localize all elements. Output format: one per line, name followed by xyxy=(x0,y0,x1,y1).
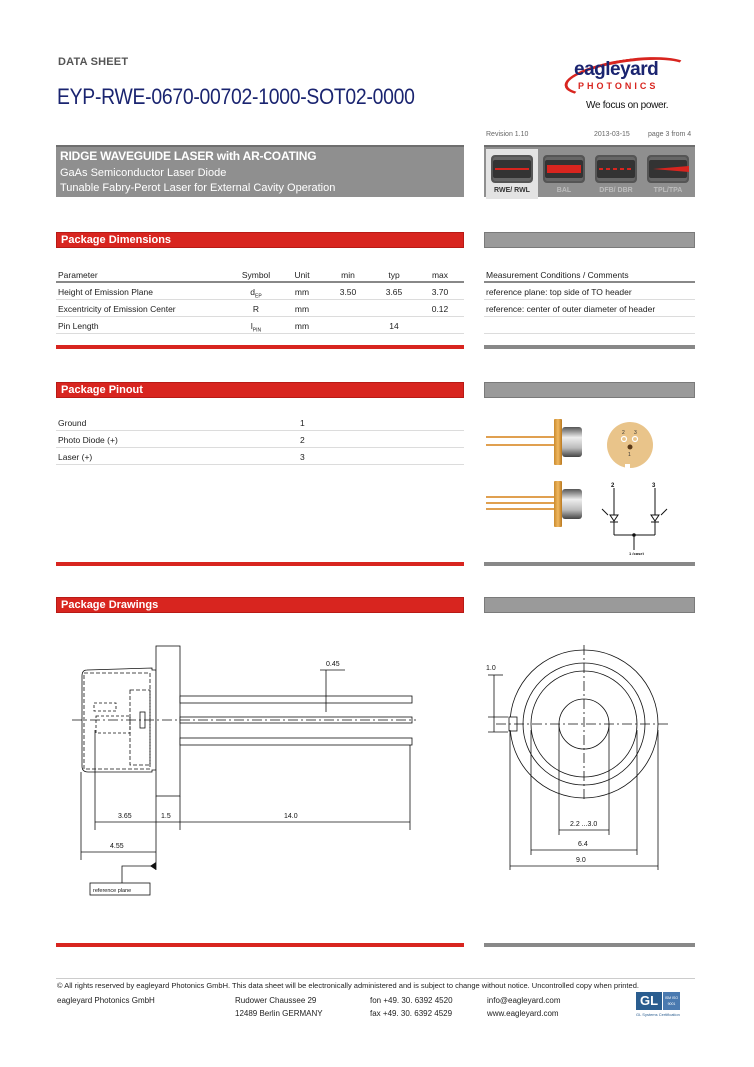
section-divider xyxy=(484,562,695,566)
comment-text: reference plane: top side of TO header xyxy=(486,287,632,297)
chip-type-dfb xyxy=(590,149,642,199)
to-can-side-view-3pin xyxy=(486,481,582,527)
param-symbol: $d_{EP}$ xyxy=(250,287,262,300)
section-title: Package Pinout xyxy=(61,384,143,396)
banner-description: Tunable Fabry-Perot Laser for External Cavity Operation xyxy=(60,182,336,194)
pin-label: 3 xyxy=(634,430,637,436)
schematic-pin1-label: 1 (case) xyxy=(629,551,644,555)
logo-sub: PHOTONICS xyxy=(578,81,659,91)
table-row xyxy=(56,283,464,300)
dim-header-thickness: 1.5 xyxy=(161,813,171,820)
table-row xyxy=(484,317,695,334)
footer-divider xyxy=(56,978,695,979)
col-typ: typ xyxy=(388,270,400,280)
table-row xyxy=(56,448,464,465)
certification-badge xyxy=(636,992,680,1020)
revision: Revision 1.10 xyxy=(486,131,529,138)
param-typ: 14 xyxy=(389,321,399,331)
param-symbol: $l_{PIN}$ xyxy=(250,321,262,334)
dim-header-diameter: 9.0 xyxy=(576,857,586,864)
schematic-pin3-label: 3 xyxy=(652,483,656,489)
pin-label: 2 xyxy=(622,430,625,436)
chip-type-selector xyxy=(484,145,695,197)
fax: fax +49. 30. 6392 4529 xyxy=(370,1009,453,1018)
chip-type-rwe xyxy=(486,149,538,199)
reference-plane-label: reference plane xyxy=(93,888,132,894)
section-title: Package Dimensions xyxy=(61,234,172,246)
chip-label: RWE/ RWL xyxy=(494,187,530,194)
chip-label: DFB/ DBR xyxy=(599,187,633,194)
chip-type-bal xyxy=(538,149,590,199)
dim-emission-height: 3.65 xyxy=(118,813,132,820)
dim-notch-width: 1.0 xyxy=(486,665,496,672)
page-number: page 3 from 4 xyxy=(648,131,692,138)
section-header-dimensions xyxy=(56,232,464,248)
to-can-side-view-2pin xyxy=(486,419,582,465)
section-title: Package Drawings xyxy=(61,599,159,611)
front-view-drawing xyxy=(478,630,698,880)
table-header-row xyxy=(56,266,464,283)
date: 2013-03-15 xyxy=(594,131,630,138)
col-symbol: Symbol xyxy=(241,270,271,280)
company-logo xyxy=(556,55,696,117)
section-divider xyxy=(484,345,695,349)
table-row xyxy=(56,300,464,317)
col-max: max xyxy=(431,270,449,280)
table-row xyxy=(484,283,695,300)
table-header-row xyxy=(484,266,695,283)
product-banner xyxy=(56,145,464,197)
pin-number: 1 xyxy=(300,418,305,428)
pinout-illustrations xyxy=(484,405,695,555)
pin-name: Photo Diode (+) xyxy=(58,435,118,445)
comments-table xyxy=(484,266,695,336)
section-divider xyxy=(484,943,695,947)
section-header-pinout xyxy=(56,382,464,398)
section-divider xyxy=(56,943,464,947)
chip-label: BAL xyxy=(556,187,572,194)
section-divider xyxy=(56,345,464,349)
pin-name: Laser (+) xyxy=(58,452,93,462)
section-header-drawings-front xyxy=(484,597,695,613)
table-row xyxy=(484,300,695,317)
param-unit: mm xyxy=(294,304,310,314)
pin-name: Ground xyxy=(58,418,87,428)
pin-number: 3 xyxy=(300,452,305,462)
dim-pin-length: 14.0 xyxy=(284,813,298,820)
schematic-pin2-label: 2 xyxy=(611,483,615,489)
param-typ: 3.65 xyxy=(385,287,403,297)
website-link[interactable]: www.eagleyard.com xyxy=(487,1009,559,1018)
table-row xyxy=(56,317,464,334)
dimensions-table xyxy=(56,266,464,336)
param-name: Excentricity of Emission Center xyxy=(58,304,176,314)
part-number-title: EYP-RWE-0670-00702-1000-SOT02-0000 xyxy=(57,84,415,109)
gl-mark: GL xyxy=(636,992,662,1010)
doc-label: DATA SHEET xyxy=(58,56,129,68)
dim-cap-height: 4.55 xyxy=(110,843,124,850)
col-min: min xyxy=(341,270,355,280)
table-row xyxy=(56,431,464,448)
col-unit: Unit xyxy=(294,270,310,280)
to-can-bottom-view xyxy=(607,422,653,469)
side-view-drawing xyxy=(60,630,440,910)
section-divider xyxy=(56,562,464,566)
banner-subtitle: GaAs Semiconductor Laser Diode xyxy=(60,167,227,179)
chip-type-tpl xyxy=(642,149,694,199)
copyright-notice: © All rights reserved by eagleyard Photonics GmbH. This data sheet will be electronically administered and is subject to change without notice. Uncontrolled copy when printed. xyxy=(57,981,639,990)
address-street: Rudower Chaussee 29 xyxy=(235,996,317,1005)
param-max: 0.12 xyxy=(431,304,449,314)
company-name: eagleyard Photonics GmbH xyxy=(57,996,155,1005)
param-unit: mm xyxy=(294,287,310,297)
gl-iso: ISM ISO 9001 xyxy=(663,992,680,1010)
pin-number: 2 xyxy=(300,435,305,445)
logo-tagline: We focus on power. xyxy=(586,100,669,111)
pinout-schematic xyxy=(602,488,667,550)
param-name: Height of Emission Plane xyxy=(58,287,153,297)
section-header-pinout-images xyxy=(484,382,695,398)
logo-name: eagleyard xyxy=(574,59,659,80)
param-unit: mm xyxy=(294,321,310,331)
col-parameter: Parameter xyxy=(58,270,98,280)
pin-label: 1 xyxy=(628,452,631,458)
address-city: 12489 Berlin GERMANY xyxy=(235,1009,323,1018)
comment-text: reference: center of outer diameter of header xyxy=(486,304,656,314)
gl-caption: GL Systems Certification xyxy=(636,1012,680,1017)
section-header-drawings xyxy=(56,597,464,613)
param-max: 3.70 xyxy=(431,287,449,297)
thin-stripe-chip-icon xyxy=(491,155,533,183)
dim-window-diameter: 2.2 ...3.0 xyxy=(570,821,598,828)
pinout-table xyxy=(56,414,464,466)
section-header-comments xyxy=(484,232,695,248)
col-comments: Measurement Conditions / Comments xyxy=(486,270,629,280)
email-link[interactable]: info@eagleyard.com xyxy=(487,996,561,1005)
chip-label: TPL/TPA xyxy=(653,187,683,194)
param-name: Pin Length xyxy=(58,321,99,331)
banner-title: RIDGE WAVEGUIDE LASER with AR-COATING xyxy=(60,149,317,163)
dashed-stripe-chip-icon xyxy=(595,155,637,183)
tapered-stripe-chip-icon xyxy=(647,155,689,183)
param-min: 3.50 xyxy=(339,287,357,297)
phone: fon +49. 30. 6392 4520 xyxy=(370,996,453,1005)
broad-stripe-chip-icon xyxy=(543,155,585,183)
dim-pin-diameter: 0.45 xyxy=(326,661,340,668)
param-symbol: R xyxy=(252,304,260,314)
dim-cap-diameter: 6.4 xyxy=(578,841,588,848)
table-row xyxy=(56,414,464,431)
